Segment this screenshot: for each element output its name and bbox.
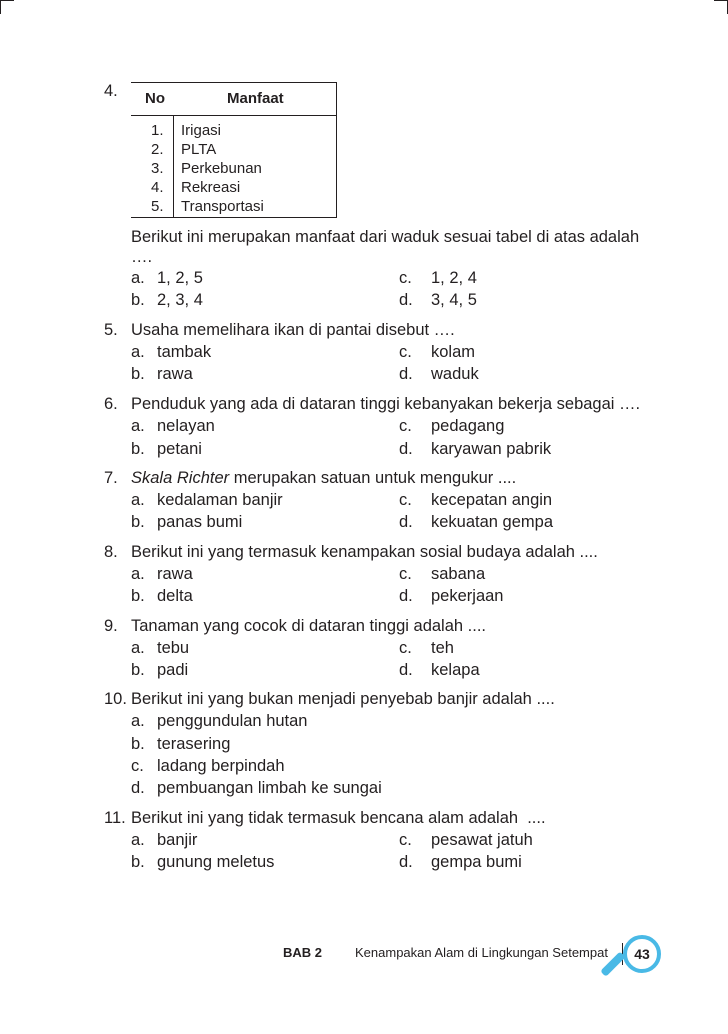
option-a: a. tambak	[131, 343, 212, 361]
table-row-item: Perkebunan	[181, 160, 262, 177]
question-10	[104, 690, 555, 709]
crop-mark-top-left-v	[0, 0, 1, 14]
question-stem: Usaha memelihara ikan di pantai disebut ….	[131, 321, 455, 339]
option-b: b. petani	[131, 440, 202, 458]
table-divider	[173, 115, 174, 218]
table-header-manfaat: Manfaat	[227, 90, 284, 107]
crop-mark-top-left-h	[0, 0, 14, 1]
option-b: b. 2, 3, 4	[131, 291, 203, 309]
table-row-item: Irigasi	[181, 122, 222, 139]
question-number: 9.	[104, 617, 118, 635]
option-b: b. delta	[131, 587, 193, 605]
option-b: b. padi	[131, 661, 189, 679]
table-row-no: 2.	[151, 141, 164, 158]
question-5	[104, 321, 455, 340]
option-b: b. terasering	[131, 735, 231, 753]
footer-chapter-title: Kenampakan Alam di Lingkungan Setempat	[355, 945, 608, 960]
question-stem-ellipsis: ….	[131, 248, 153, 266]
option-c: c. kolam	[399, 343, 476, 361]
option-d: d. gempa bumi	[399, 853, 522, 871]
option-d: d. waduk	[399, 365, 479, 383]
question-number: 10.	[104, 690, 127, 708]
question-stem: Berikut ini yang bukan menjadi penyebab banjir adalah ....	[131, 690, 555, 708]
question-number: 11.	[104, 809, 126, 827]
option-a: a. penggundulan hutan	[131, 712, 308, 730]
table-row-item: Rekreasi	[181, 179, 241, 196]
question-number: 8.	[104, 543, 118, 561]
option-c: c. sabana	[399, 565, 486, 583]
crop-mark-top-right-h	[714, 0, 728, 1]
table-row-no: 1.	[151, 122, 164, 139]
option-a: a. banjir	[131, 831, 198, 849]
question-6	[104, 395, 640, 414]
question-number: 4.	[104, 82, 118, 100]
question-7	[104, 469, 516, 488]
option-c: c. pedagang	[399, 417, 505, 435]
option-a: a. kedalaman banjir	[131, 491, 283, 509]
table-right-border	[336, 82, 337, 218]
option-c: c. teh	[399, 639, 454, 657]
option-d: d. kekuatan gempa	[399, 513, 554, 531]
page-number-badge	[623, 935, 661, 973]
table-row-item: Transportasi	[181, 198, 264, 215]
footer-chapter: BAB 2	[283, 945, 323, 960]
option-c: c. pesawat jatuh	[399, 831, 533, 849]
table-row-no: 3.	[151, 160, 164, 177]
table-row-no: 5.	[151, 198, 164, 215]
question-number: 6.	[104, 395, 118, 413]
option-d: d. 3, 4, 5	[399, 291, 477, 309]
option-a: a. tebu	[131, 639, 190, 657]
table-header-no: No	[145, 90, 165, 107]
question-stem-italic: Skala Richter	[131, 469, 230, 487]
question-number: 7.	[104, 469, 118, 487]
table-rule-header	[131, 115, 337, 116]
option-c: c. kecepatan angin	[399, 491, 553, 509]
question-8	[104, 543, 598, 562]
table-row-item: PLTA	[181, 141, 217, 158]
question-11	[104, 809, 546, 828]
option-a: a. rawa	[131, 565, 193, 583]
table-row-no: 4.	[151, 179, 164, 196]
question-stem: Berikut ini yang termasuk kenampakan sosial budaya adalah ....	[131, 543, 598, 561]
option-c: c. 1, 2, 4	[399, 269, 477, 287]
question-number: 5.	[104, 321, 118, 339]
table-rule-top	[131, 82, 337, 83]
option-c: c. ladang berpindah	[131, 757, 285, 775]
question-stem: Tanaman yang cocok di dataran tinggi adalah ....	[131, 617, 486, 635]
option-d: d. pekerjaan	[399, 587, 504, 605]
option-d: d. kelapa	[399, 661, 480, 679]
question-9	[104, 617, 486, 636]
option-d: d. karyawan pabrik	[399, 440, 552, 458]
option-b: b. gunung meletus	[131, 853, 275, 871]
question-stem: Penduduk yang ada di dataran tinggi kebanyakan bekerja sebagai ….	[131, 395, 641, 413]
table-rule-bottom	[131, 217, 337, 218]
page-number: 43	[634, 946, 650, 962]
question-stem: merupakan satuan untuk mengukur ....	[229, 469, 517, 487]
question-stem: Berikut ini merupakan manfaat dari waduk sesuai tabel di atas adalah	[131, 228, 640, 246]
option-b: b. rawa	[131, 365, 193, 383]
option-d: d. pembuangan limbah ke sungai	[131, 779, 382, 797]
option-b: b. panas bumi	[131, 513, 243, 531]
question-stem: Berikut ini yang tidak termasuk bencana alam adalah ....	[131, 809, 546, 827]
benefit-table	[131, 82, 337, 218]
option-a: a. nelayan	[131, 417, 215, 435]
option-a: a. 1, 2, 5	[131, 269, 203, 287]
